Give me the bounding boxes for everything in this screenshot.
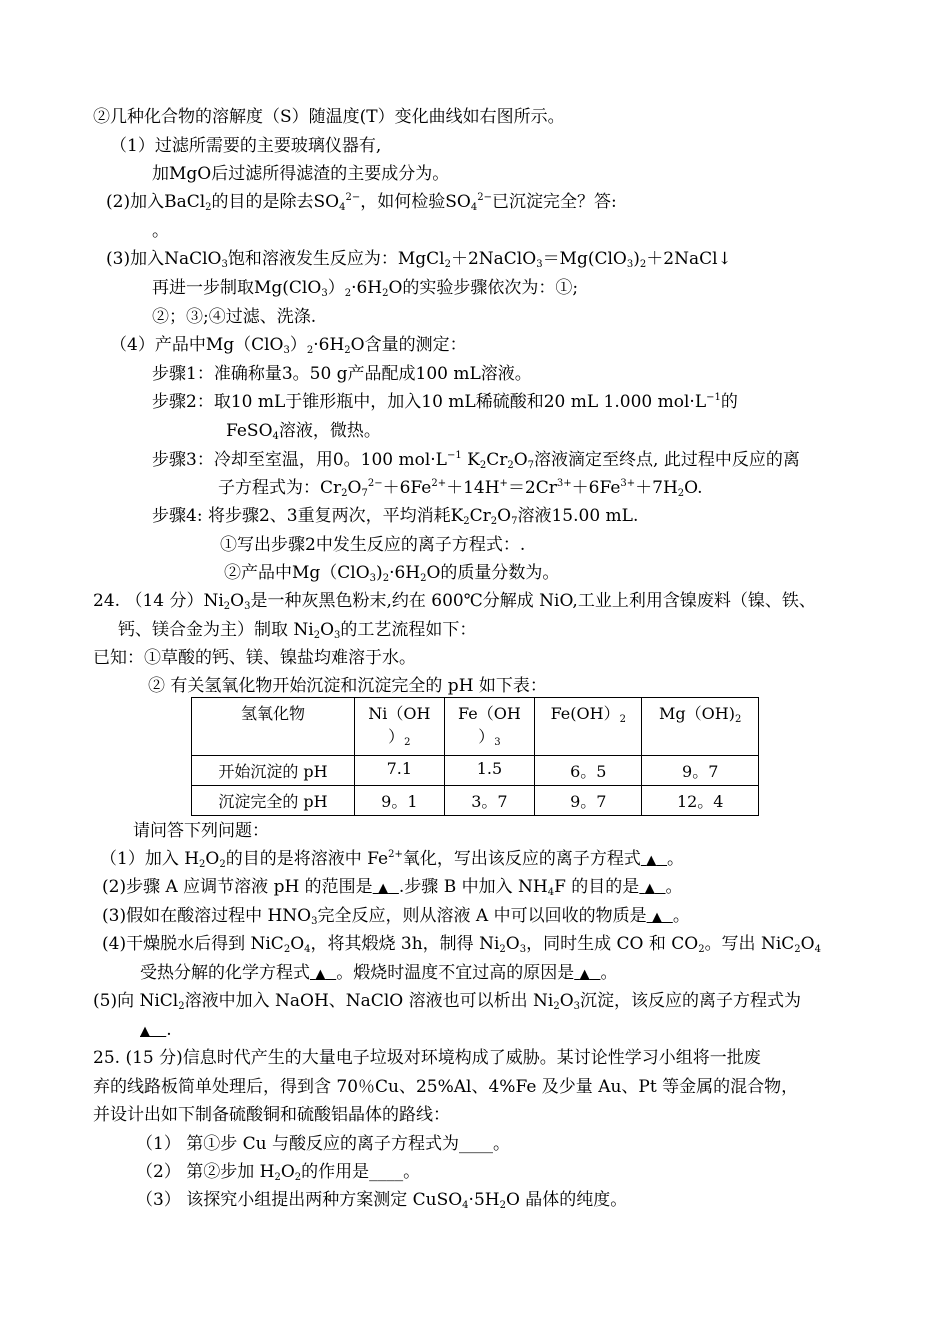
answer-blank-mark: ▲ [378, 881, 389, 896]
table-cell: 9。1 [355, 786, 445, 816]
hydroxide-ph-table [191, 697, 759, 816]
answer-blank-mark: ▲ [646, 853, 657, 868]
table-cell: 开始沉淀的 pH [192, 756, 355, 786]
q25-item-3: （3） 该探究小组提出两种方案测定 $CuSO_4\cdot 5H_2O$ 晶体的纯度。 [136, 1190, 628, 1211]
q23-line-3: 加MgO后过滤所得滤渣的主要成分为。 [152, 164, 450, 184]
q23-step-2b: FeSO$_4$溶液，微热。 [226, 421, 381, 442]
answer-blank-mark: ▲ [644, 881, 655, 896]
q25-item-1: （1） 第①步 Cu 与酸反应的离子方程式为____。 [136, 1134, 510, 1154]
q25-item-2: （2） 第②步加 $H_2O_2$的作用是____。 [136, 1162, 421, 1183]
table-cell: 6。5 [535, 756, 642, 786]
q23-step-2: 步骤2：取10 mL于锥形瓶中，加入10 mL稀硫酸和20 mL 1.000 $mol\cdot L^{-1}$的 [152, 392, 738, 412]
q24-line-4: ② 有关氢氧化物开始沉淀和沉淀完全的 pH 如下表： [148, 676, 547, 696]
q24-part-2: (2)步骤 A 应调节溶液 pH 的范围是 ▲ .步骤 B 中加入 $NH_4F$ 的目的是 ▲ 。 [102, 877, 683, 898]
table-cell: 3。7 [444, 786, 534, 816]
q23-step-3b: 子方程式为：$Cr_2O_7^{2-}+6Fe^{2+}+14H^+=2Cr^{3+}+6Fe^{3+}+7H_2O$. [218, 478, 703, 499]
table-header-cell: $Mg(OH)_2$ [642, 698, 759, 756]
q24-line-3: 已知：①草酸的钙、镁、镍盐均难溶于水。 [93, 648, 416, 668]
q24-prompt: 请问答下列问题： [133, 821, 269, 841]
table-row [192, 756, 759, 786]
q24-part-4b: 受热分解的化学方程式 ▲ 。煅烧时温度不宜过高的原因是 ▲ 。 [140, 963, 618, 983]
q24-line-2: 钙、镁合金为主）制取 $Ni_2O_3$的工艺流程如下： [118, 620, 477, 641]
q23-step-1: 步骤1：准确称量3。50 g产品配成100 mL溶液。 [152, 364, 532, 384]
table-header-cell: Fe（OH ）$_3$ [444, 698, 534, 756]
q24-part-5: (5)向 NiCl$_2$溶液中加入 NaOH、NaClO 溶液也可以析出 $Ni_2O_3$沉淀，该反应的离子方程式为 [93, 991, 801, 1012]
table-cell: 12。4 [642, 786, 759, 816]
answer-blank-mark: ▲ [652, 910, 662, 925]
q24-part-4: (4)干燥脱水后得到 $NiC_2O_4$，将其煅烧 3h，制得 $Ni_2O_3$，同时生成 CO 和 $CO_2$。写出 $NiC_2O_4$ [102, 934, 821, 955]
answer-blank-mark: ▲ [315, 967, 326, 982]
q24-part-5b: ▲ . [140, 1020, 172, 1040]
q23-step-4: 步骤4: 将步骤2、3重复两次，平均消耗$K_2Cr_2O_7$溶液15.00 mL. [152, 506, 639, 527]
q23-line-2: （1）过滤所需要的主要玻璃仪器有, [110, 136, 382, 156]
table-header-cell: $Fe(OH)_2$ [535, 698, 642, 756]
table-header-cell: Ni（OH ）$_2$ [355, 698, 445, 756]
answer-blank-mark: ▲ [140, 1024, 150, 1039]
q25-line-3: 并设计出如下制备硫酸铜和硫酸铝晶体的路线： [93, 1105, 450, 1125]
q24-line-1: 24. （14 分）$Ni_2O_3$是一种灰黑色粉末,约在 600℃分解成 NiO,工业上利用含镍废料（镍、铁、 [93, 591, 816, 612]
table-row [192, 786, 759, 816]
table-cell: 9。7 [535, 786, 642, 816]
q23-sub-1: ①写出步骤2中发生反应的离子方程式：. [220, 535, 526, 555]
q24-part-1: （1）加入 $H_2O_2$的目的是将溶液中 $Fe^{2+}$氧化，写出该反应的离子方程式 ▲ 。 [100, 849, 685, 870]
answer-blank-mark: ▲ [579, 967, 590, 982]
q23-line-5: 。 [152, 221, 169, 241]
table-cell: 7.1 [355, 756, 445, 786]
q23-sub-2: ②产品中$Mg(ClO_3)_2\cdot 6H_2O$的质量分数为。 [224, 563, 560, 584]
table-header-row [192, 698, 759, 756]
table-cell: 9。7 [642, 756, 759, 786]
q23-line-4: (2)加入BaCl$_2$的目的是除去$SO_4^{2-}$，如何检验$SO_4^{2-}$已沉淀完全？答: [106, 192, 617, 213]
q23-line-9: （4）产品中$Mg(ClO_3)_2\cdot 6H_2O$含量的测定： [110, 335, 467, 356]
q25-line-2: 弃的线路板简单处理后，得到含 70％Cu、25%Al、4%Fe 及少量 Au、Pt 等金属的混合物， [93, 1077, 799, 1097]
q24-part-3: (3)假如在酸溶过程中 $HNO_3$完全反应，则从溶液 A 中可以回收的物质是 ▲ 。 [102, 906, 690, 927]
table-header-cell: 氢氧化物 [192, 698, 355, 756]
table-cell: 1.5 [444, 756, 534, 786]
q23-line-1: ②几种化合物的溶解度（S）随温度(T）变化曲线如右图所示。 [93, 107, 565, 127]
q23-line-7: 再进一步制取$Mg(ClO_3)_2\cdot 6H_2O$的实验步骤依次为：①; [152, 278, 579, 299]
q25-line-1: 25. (15 分)信息时代产生的大量电子垃圾对环境构成了威胁。某讨论性学习小组将一批废 [93, 1048, 761, 1068]
q23-line-8: ②；③;④过滤、洗涤. [152, 307, 317, 327]
q23-line-6: (3)加入NaClO$_3$饱和溶液发生反应为：$MgCl_2+2NaClO_3=Mg(ClO_3)_2+2NaCl↓$ [106, 249, 732, 270]
table-cell: 沉淀完全的 pH [192, 786, 355, 816]
q23-step-3: 步骤3：冷却至室温，用0。100 $mol\cdot L^{-1}$ $K_2Cr_2O_7$溶液滴定至终点, 此过程中反应的离 [152, 450, 800, 471]
